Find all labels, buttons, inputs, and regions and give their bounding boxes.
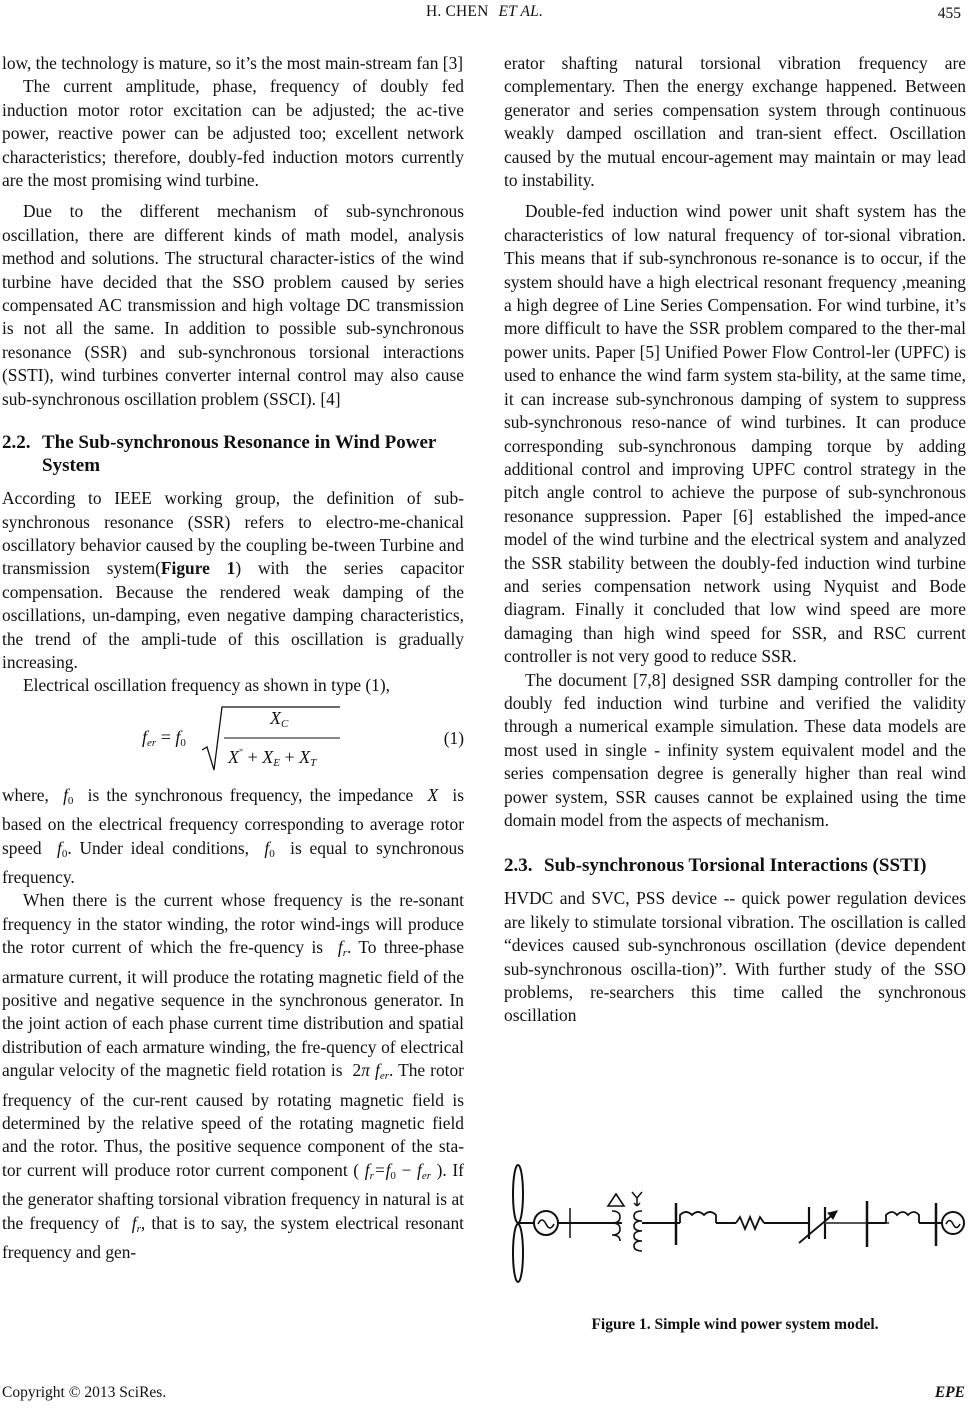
paragraph: Due to the different mechanism of sub-synchronous oscillation, there are different kinds of math model, analysis method and solutions. The structural character-istics of the wind turbine have decided that the SSO problem caused by series compensated AC transmission and high voltage DC transmission is not all the same. In addition to possible sub-synchronous resonance (SSR) and sub-synchronous torsional interactions (SSTI), wind turbines converter internal control may also cause sub-synchronous oscillation problem (SSCI). [4] <box>2 201 464 409</box>
figure-reference-link[interactable]: Figure 1 <box>160 558 236 579</box>
transformer-secondary-icon <box>634 1211 642 1251</box>
paragraph: erator shafting natural torsional vibration frequency are complementary. Then the energy exchange happened. Between generator and series compensation system through continuous weakly damped oscillation and tran-sient effect. Oscillation caused by the mutual encour-agement may maintain or may lead to instability. <box>504 53 966 191</box>
eq-symbol: X <box>270 707 281 728</box>
paragraph <box>2 889 464 1264</box>
et-al-text: ET AL. <box>498 3 544 20</box>
eq-subscript: C <box>281 717 289 730</box>
inductor-icon <box>680 1212 716 1223</box>
text-run: is based on the electrical frequency corresponding to average rotor speed <box>2 784 464 858</box>
eq-symbol: f <box>142 726 148 747</box>
text-run: . To three-phase armature current, it will produce the rotating magnetic field of the positive and negative sequence in the synchronous generator. In the joint action of each phase current time distribution and spatial distribution of each armature winding, the fre-quency of electrical angular velocity of the magnetic field rotation is <box>2 937 465 1081</box>
paragraph <box>2 487 464 674</box>
eq-symbol: f <box>175 726 181 747</box>
running-header <box>0 3 969 23</box>
math-x: X <box>420 784 446 805</box>
eq-subscript: er <box>147 736 157 749</box>
turbine-blade-icon <box>513 1165 523 1223</box>
right-column <box>504 52 966 1028</box>
page-number: 455 <box>937 5 961 22</box>
section-number: 2.2. <box>2 432 31 454</box>
copyright-notice: Copyright © 2013 SciRes. <box>2 1384 167 1401</box>
paragraph: Double-fed induction wind power unit shaft system has the characteristics of low natural frequency of tor-sional vibration. This means that if sub-synchronous re-sonance is to occur, if the system should have a high electrical resonant frequency ,meaning a high degree of Line Series Compensation. For wind turbine, it’s more difficult to have the SSR problem compared to the ther-mal power units. Paper [5] Unified Power Flow Control-ler (UPFC) is used to enhance the wind farm system sta-bility, at the same time, it can increase sub-synchronous damping of system to suppress sub-synchronous reso-nance of wind turbines. It can produce corresponding sub-synchronous damping torque by adding additional control and improving UPFC control strategy in the pitch angle control to achieve the purpose of sub-synchronous resonance suppression. Paper [6] established the imped-ance model of the wind turbine and the electrical system and analyzed the SSR stability between the doubly-fed induction wind turbine and series compensation network using Nyquist and Bode diagram. Finally it concluded that low wind speed are more damaging than high wind speed for SSR, and RSC current controller is not very good to reduce SSR. <box>504 201 966 667</box>
authors-text: H. CHEN <box>425 3 489 20</box>
section-number: 2.3. <box>504 855 533 877</box>
left-column <box>2 52 464 1264</box>
eq-subscript: 0 <box>180 736 186 749</box>
section-heading-2-2 <box>2 431 464 477</box>
transformer-primary-icon <box>612 1211 620 1241</box>
equation-lhs <box>142 726 186 755</box>
text-run: where, <box>2 784 49 805</box>
text-run: is equal to synchronous frequency. <box>2 837 465 887</box>
text-run: , that is to say, the system electrical resonant frequency and gen- <box>2 1212 464 1263</box>
math-f0: $f_0$ <box>264 837 275 860</box>
text-run: ). If the generator shafting torsional vibration frequency in natural is at the frequency of <box>2 1159 464 1233</box>
text-run: According to IEEE working group, the definition of sub-synchronous resonance (SSR) refers to electro-me-chanical oscillatory behavior caused by the coupling be-tween Turbine and transmission system( <box>2 488 464 579</box>
math-fr: $f_r$ <box>131 1212 141 1235</box>
math-fr: $f_r$ <box>337 937 347 960</box>
text-run: ) with the series capacitor compensation. Because the rendered weak damping of the oscillations, un-damping, even negative damping characteristics, the trend of the ampli-tude of this oscillation is gradually increasing. <box>2 558 464 672</box>
equation-number: (1) <box>443 727 464 748</box>
eq-equals: = <box>160 726 171 747</box>
section-heading-2-3 <box>504 854 966 877</box>
paragraph: The document [7,8] designed SSR damping controller for the doubly fed induction wind turbine and verified the validity through a numerical example simulation. These data models are most used in single - infinity system equivalent model and the series compensation degree is generally higher than real wind power system, SSR causes cannot be explained using the time domain model from the aspects of mechanism. <box>504 669 966 830</box>
turbine-blade-icon <box>513 1224 523 1282</box>
inductor-icon <box>886 1212 919 1223</box>
math-fr-equation: $f_r=f_0 - f_{er}$ <box>364 1159 431 1182</box>
equation-1 <box>2 704 464 778</box>
math-2pi-fer: 2π $f_{er}$ <box>352 1060 390 1083</box>
section-title: The Sub-synchronous Resonance in Wind Power System <box>42 432 436 477</box>
running-head-authors <box>0 3 969 21</box>
resistor-icon <box>736 1217 764 1229</box>
wind-power-system-diagram <box>504 1164 966 1314</box>
text-run: . The rotor frequency of the cur-rent caused by rotating magnetic field is determined by the relative speed of the rotating magnetic field and the rotor. Thus, the positive sequence component of the sta-tor current will produce rotor current component ( <box>2 1060 464 1180</box>
figure-caption: Figure 1. Simple wind power system model. <box>591 1316 879 1333</box>
square-root <box>202 704 342 774</box>
math-f0: $f_0$ <box>63 784 74 807</box>
paragraph: The current amplitude, phase, frequency of doubly fed induction motor rotor excitation can be adjusted; the ac-tive power, reactive power can be adjusted too; excellent network characteristics; therefore, doubly-fed induction motors currently are the most promising wind turbine. <box>2 76 464 191</box>
delta-symbol-icon <box>608 1194 624 1206</box>
paragraph: low, the technology is mature, so it’s the most main-stream fan [3] <box>2 53 464 73</box>
text-run: is the synchronous frequency, the impedance <box>87 784 414 805</box>
journal-abbrev: EPE <box>934 1384 965 1401</box>
text-run: When there is the current whose frequency is the re-sonant frequency in the stator winding, the rotor wind-ings will produce the rotor current of which the fre-quency is <box>2 890 464 958</box>
figure-1 <box>504 1164 966 1344</box>
equation-numerator <box>270 707 288 736</box>
paragraph: Electrical oscillation frequency as shown in type (1), <box>23 675 391 696</box>
equation-denominator: $X^" + X_E + X_T$ <box>228 746 317 769</box>
section-title: Sub-synchronous Torsional Interactions (SSTI) <box>544 855 927 877</box>
paragraph <box>2 784 464 890</box>
wye-grounded-symbol-icon <box>632 1192 642 1206</box>
text-run: . Under ideal conditions, <box>67 837 249 858</box>
paragraph: HVDC and SVC, PSS device -- quick power regulation devices are likely to stimulate torsional vibration. The oscillation is called “devices caused sub-synchronous oscillation (device dependent sub-synchronous oscilla-tion)”. With further study of the SSO problems, re-searchers this time called the synchronous oscillation <box>504 888 966 1026</box>
math-f0: $f_0$ <box>57 837 68 860</box>
